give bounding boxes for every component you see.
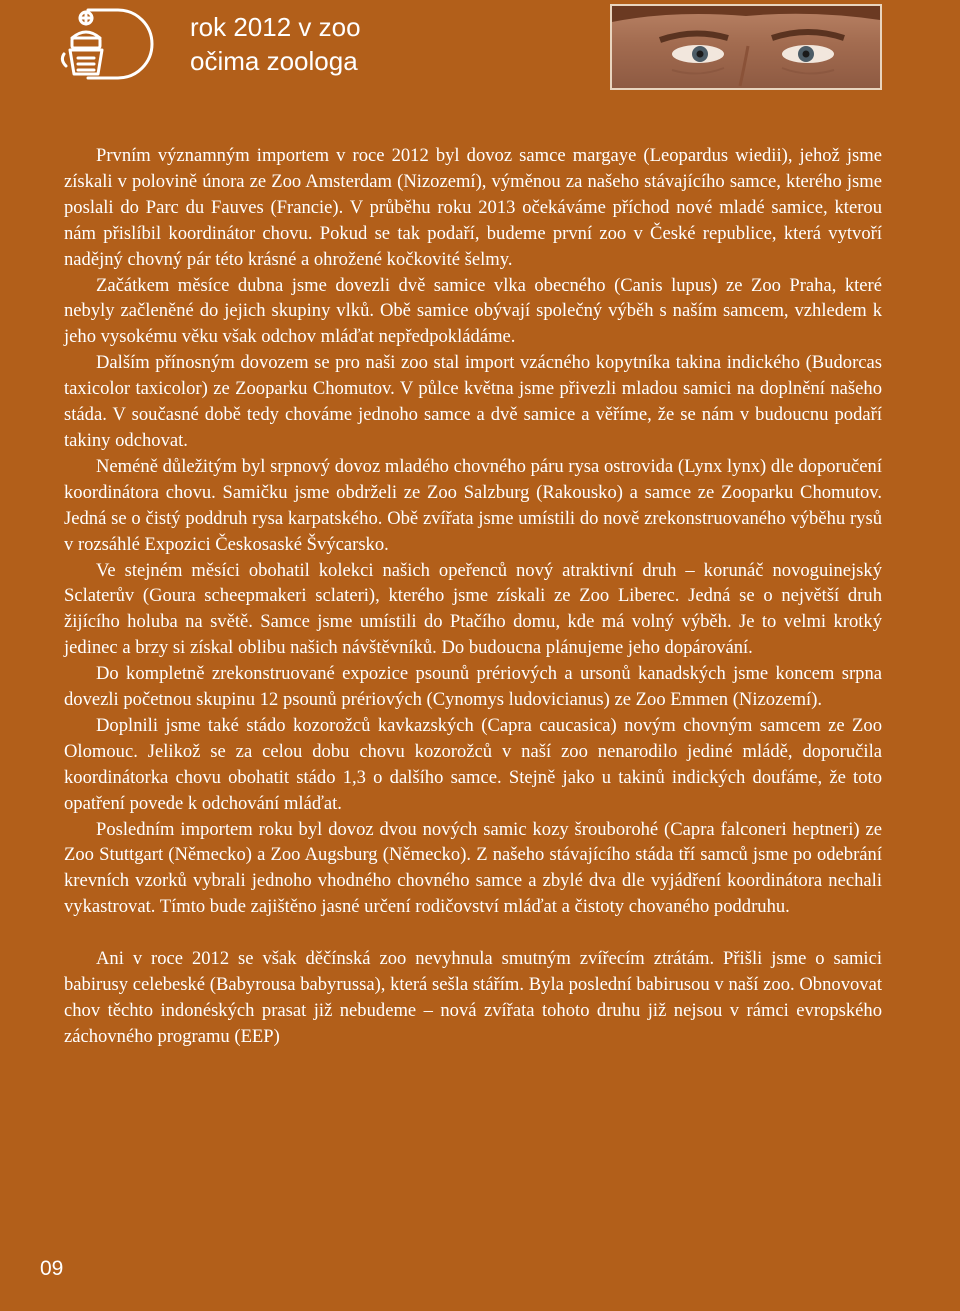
header-title-line1: rok 2012 v zoo (190, 12, 361, 42)
header-title-line2: očima zoologa (190, 46, 358, 76)
paragraph-babirusa: Ani v roce 2012 se však děčínská zoo nevyhnula smutným zvířecím ztrátám. Přišli jsme o samici babirusy celebeské (Babyrousa babyrussa), která sešla stářím. Byla poslední babirusou v naší zoo. Obnovovat chov těchto indonéských prasat již nebudeme – nová zvířata tohoto druhu již nejsou v rámci evropského záchovného programu (EEP) (64, 948, 882, 1047)
page-number: 09 (40, 1257, 64, 1280)
zoologist-photo (610, 4, 882, 90)
paragraph-caucasian-tur: Doplnili jsme také stádo kozorožců kavkazských (Capra caucasica) novým chovným samcem ze Zoo Olomouc. Jelikož se za celou dobu chovu kozorožců v naší zoo nenarodilo jediné mládě, doporučila koordinátorka chovu obohatit stádo 1,3 o dalšího samce. Stejně jako u takinů indických doufáme, že toto opatření povede k odchování mláďat. (64, 714, 882, 814)
zoo-doctor-logo-icon (58, 4, 158, 84)
paragraph-takin: Dalším přínosným dovozem se pro naši zoo stal import vzácného kopytníka takina indického (Budorcas taxicolor taxicolor) ze Zooparku Chomutov. V půlce května jsme přivezli mladou samici na doplnění našeho stáda. V současné době tedy chováme jednoho samce a dvě samice a věříme, že se nám v budoucnu podaří takiny odchovat. (64, 352, 882, 451)
article-body (64, 143, 882, 1050)
paragraph-margay: Prvním významným importem v roce 2012 byl dovoz samce margaye (Leopardus wiedii), jehož jsme získali v polovině února ze Zoo Amsterdam (Nizozemí), výměnou za našeho stávajícího samce, kterého jsme poslali do Parc du Fauves (Francie). V průběhu roku 2013 očekáváme příchod nové mladé samice, kterou nám přislíbil koordinátor chovu. Pokud se tak podaří, budeme první zoo v České republice, která vytvoří nadějný chovný pár této krásné a ohrožené kočkovité šelmy. (64, 145, 882, 270)
paragraph-markhor: Posledním importem roku byl dovoz dvou nových samic kozy šrouborohé (Capra falconeri heptneri) ze Zoo Stuttgart (Německo) a Zoo Augsburg (Německo). Z našeho stávajícího stáda tří samců jsme po odebrání krevních vzorků vybrali jednoho vhodného chovného samce a zbylé dva dle vyjádření koordinátora nechali vykastrovat. Tímto bude zajištěno jasné určení rodičovství mláďat a čistoty chovaného poddruhu. (64, 818, 882, 918)
paragraph-lynx: Neméně důležitým byl srpnový dovoz mladého chovného páru rysa ostrovida (Lynx lynx) dle doporučení koordinátora chovu. Samičku jsme obdrželi ze Zoo Salzburg (Rakousko) a samce ze Zooparku Chomutov. Jedná se o čistý poddruh rysa karpatského. Obě zvířata jsme umístili do nově zrekonstruovaného výběhu rysů v rozsáhlé Expozici Českosaské Švýcarsko. (64, 455, 882, 555)
paragraph-prairie-dogs: Do kompletně zrekonstruované expozice psounů prériových a ursonů kanadských jsme koncem srpna dovezli početnou skupinu 12 psounů prériových (Cynomys ludovicianus) ze Zoo Emmen (Nizozemí). (64, 663, 882, 711)
page-header-title (190, 10, 361, 78)
paragraph-crowned-pigeon: Ve stejném měsíci obohatil kolekci našich opeřenců nový atraktivní druh – korunáč novoguinejský Sclaterův (Goura scheepmakeri sclateri), kterého jsme získali ze Zoo Liberec. Jedná se o největší druh žijícího holuba na světě. Samce jsme umístili do Ptačího domu, kde má volný výběh. Je to velmi krotký jedinec a brzy si získal oblibu našich návštěvníků. Do budoucna plánujeme jeho dopárování. (64, 559, 882, 659)
paragraph-wolves: Začátkem měsíce dubna jsme dovezli dvě samice vlka obecného (Canis lupus) ze Zoo Praha, které nebyly začleněné do jejich skupiny vlků. Obě samice obývají společný výběh s naším samcem, vzhledem k jeho vysokému věku však odchov mláďat nepředpokládáme. (64, 274, 882, 348)
